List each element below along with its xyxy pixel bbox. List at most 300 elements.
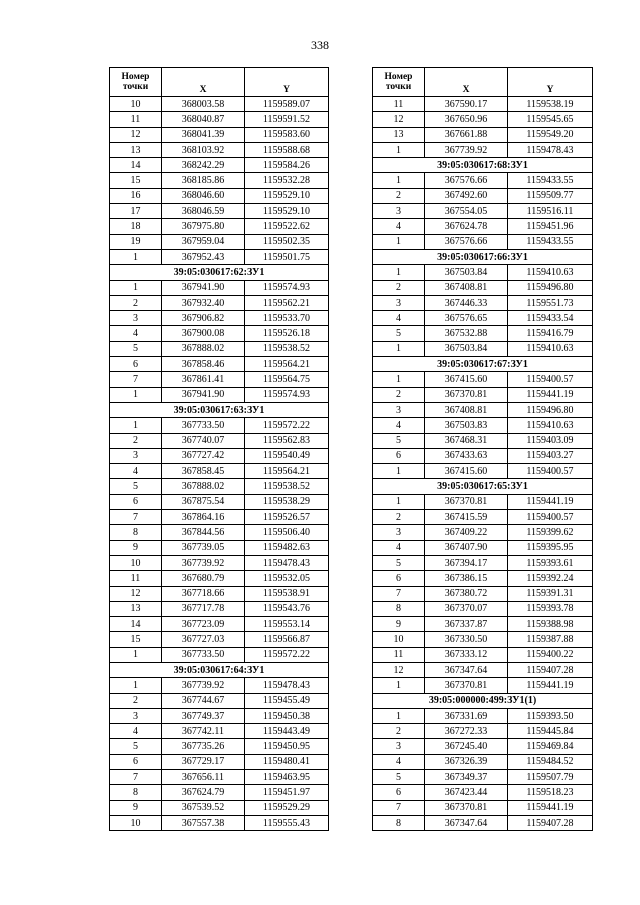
point-number-cell: 10 [110,97,162,112]
table-row [110,770,329,785]
point-number-cell: 15 [110,632,162,647]
point-number-cell: 14 [110,617,162,632]
table-row [373,402,593,417]
x-coordinate-cell: 367744.67 [162,693,245,708]
x-coordinate-cell: 367331.69 [425,708,508,723]
x-coordinate-cell: 367407.90 [425,540,508,555]
y-coordinate-cell: 1159395.95 [508,540,593,555]
table-row [373,112,593,127]
x-coordinate-cell: 367503.84 [425,341,508,356]
y-coordinate-cell: 1159410.63 [508,265,593,280]
table-row [373,510,593,525]
x-coordinate-cell: 367590.17 [425,97,508,112]
x-coordinate-cell: 367727.03 [162,632,245,647]
section-header-row [110,402,329,417]
header-x: X [162,68,245,97]
x-coordinate-cell: 367723.09 [162,617,245,632]
x-coordinate-cell: 367742.11 [162,724,245,739]
x-coordinate-cell: 367680.79 [162,571,245,586]
point-number-cell: 6 [373,571,425,586]
y-coordinate-cell: 1159574.93 [245,387,329,402]
table-row [110,724,329,739]
point-number-cell: 10 [373,632,425,647]
table-row [373,494,593,509]
point-number-cell: 19 [110,234,162,249]
x-coordinate-cell: 367861.41 [162,372,245,387]
y-coordinate-cell: 1159478.43 [245,555,329,570]
table-row [373,280,593,295]
table-row [110,479,329,494]
x-coordinate-cell: 367423.44 [425,785,508,800]
x-coordinate-cell: 368185.86 [162,173,245,188]
y-coordinate-cell: 1159564.21 [245,357,329,372]
table-row [110,525,329,540]
x-coordinate-cell: 367408.81 [425,280,508,295]
x-coordinate-cell: 367661.88 [425,127,508,142]
table-row [110,448,329,463]
point-number-cell: 1 [373,234,425,249]
y-coordinate-cell: 1159400.57 [508,372,593,387]
point-number-cell: 5 [110,341,162,356]
point-number-cell: 9 [373,617,425,632]
point-number-cell: 4 [373,418,425,433]
x-coordinate-cell: 367446.33 [425,295,508,310]
point-number-cell: 8 [373,815,425,830]
x-coordinate-cell: 367245.40 [425,739,508,754]
point-number-cell: 3 [110,448,162,463]
table-row [373,800,593,815]
y-coordinate-cell: 1159433.55 [508,234,593,249]
y-coordinate-cell: 1159566.87 [245,632,329,647]
x-coordinate-cell: 367650.96 [425,112,508,127]
point-number-cell: 17 [110,204,162,219]
table-row [110,708,329,723]
table-row [110,571,329,586]
table-row [110,112,329,127]
y-coordinate-cell: 1159532.28 [245,173,329,188]
y-coordinate-cell: 1159441.19 [508,494,593,509]
y-coordinate-cell: 1159400.57 [508,464,593,479]
point-number-cell: 3 [110,708,162,723]
table-row [373,739,593,754]
table-row [373,127,593,142]
y-coordinate-cell: 1159496.80 [508,280,593,295]
x-coordinate-cell: 368040.87 [162,112,245,127]
table-row [373,372,593,387]
x-coordinate-cell: 367975.80 [162,219,245,234]
point-number-cell: 1 [373,173,425,188]
x-coordinate-cell: 368046.59 [162,204,245,219]
y-coordinate-cell: 1159562.83 [245,433,329,448]
section-header-row [110,662,329,677]
point-number-cell: 5 [110,739,162,754]
x-coordinate-cell: 367415.60 [425,464,508,479]
point-number-cell: 8 [110,785,162,800]
y-coordinate-cell: 1159450.38 [245,708,329,723]
x-coordinate-cell: 367624.79 [162,785,245,800]
table-row [110,754,329,769]
x-coordinate-cell: 367941.90 [162,280,245,295]
point-number-cell: 9 [110,800,162,815]
table-row [110,387,329,402]
table-row [110,815,329,830]
y-coordinate-cell: 1159506.40 [245,525,329,540]
table-row [110,280,329,295]
point-number-cell: 1 [110,387,162,402]
y-coordinate-cell: 1159533.70 [245,311,329,326]
table-row [110,464,329,479]
y-coordinate-cell: 1159445.84 [508,724,593,739]
section-header-row [110,265,329,280]
table-row [373,662,593,677]
point-number-cell: 4 [110,326,162,341]
x-coordinate-cell: 367864.16 [162,510,245,525]
point-number-cell: 5 [373,770,425,785]
y-coordinate-cell: 1159589.07 [245,97,329,112]
x-coordinate-cell: 367740.07 [162,433,245,448]
point-number-cell: 1 [373,464,425,479]
y-coordinate-cell: 1159393.50 [508,708,593,723]
table-row [373,295,593,310]
cadastral-number-heading: 39:05:030617:64:ЗУ1 [110,662,329,677]
x-coordinate-cell: 368046.60 [162,188,245,203]
point-number-cell: 16 [110,188,162,203]
x-coordinate-cell: 367539.52 [162,800,245,815]
point-number-cell: 1 [373,494,425,509]
table-row [110,219,329,234]
y-coordinate-cell: 1159551.73 [508,295,593,310]
point-number-cell: 1 [110,418,162,433]
x-coordinate-cell: 367492.60 [425,188,508,203]
table-row [110,510,329,525]
table-row [373,142,593,157]
y-coordinate-cell: 1159538.19 [508,97,593,112]
y-coordinate-cell: 1159407.28 [508,662,593,677]
x-coordinate-cell: 367733.50 [162,647,245,662]
y-coordinate-cell: 1159591.52 [245,112,329,127]
y-coordinate-cell: 1159529.29 [245,800,329,815]
x-coordinate-cell: 367906.82 [162,311,245,326]
x-coordinate-cell: 367900.08 [162,326,245,341]
x-coordinate-cell: 367394.17 [425,555,508,570]
table-row [110,295,329,310]
point-number-cell: 1 [373,372,425,387]
table-row [373,234,593,249]
x-coordinate-cell: 367888.02 [162,479,245,494]
section-header-row [373,479,593,494]
table-row [373,387,593,402]
y-coordinate-cell: 1159555.43 [245,815,329,830]
x-coordinate-cell: 367337.87 [425,617,508,632]
y-coordinate-cell: 1159433.55 [508,173,593,188]
table-row [110,188,329,203]
table-row [373,188,593,203]
point-number-cell: 12 [110,586,162,601]
coordinates-table-right [372,67,593,831]
y-coordinate-cell: 1159469.84 [508,739,593,754]
y-coordinate-cell: 1159410.63 [508,341,593,356]
y-coordinate-cell: 1159507.79 [508,770,593,785]
table-row [110,693,329,708]
table-row [110,540,329,555]
point-number-cell: 3 [373,402,425,417]
y-coordinate-cell: 1159441.19 [508,387,593,402]
point-number-cell: 2 [373,510,425,525]
x-coordinate-cell: 367576.66 [425,234,508,249]
point-number-cell: 4 [373,219,425,234]
table-header-row [373,68,593,97]
point-number-cell: 2 [110,693,162,708]
y-coordinate-cell: 1159538.52 [245,341,329,356]
x-coordinate-cell: 368242.29 [162,158,245,173]
table-row [373,265,593,280]
x-coordinate-cell: 367858.45 [162,464,245,479]
table-row [373,815,593,830]
x-coordinate-cell: 367749.37 [162,708,245,723]
y-coordinate-cell: 1159441.19 [508,678,593,693]
point-number-cell: 10 [110,815,162,830]
point-number-cell: 4 [373,540,425,555]
table-row [373,678,593,693]
table-row [110,204,329,219]
y-coordinate-cell: 1159496.80 [508,402,593,417]
y-coordinate-cell: 1159553.14 [245,617,329,632]
table-row [373,204,593,219]
table-row [110,142,329,157]
y-coordinate-cell: 1159433.54 [508,311,593,326]
y-coordinate-cell: 1159407.28 [508,815,593,830]
point-number-cell: 7 [110,770,162,785]
table-row [110,601,329,616]
table-row [373,601,593,616]
x-coordinate-cell: 367347.64 [425,662,508,677]
cadastral-number-heading: 39:05:000000:499:ЗУ1(1) [373,693,593,708]
x-coordinate-cell: 367959.04 [162,234,245,249]
x-coordinate-cell: 367272.33 [425,724,508,739]
header-y: Y [508,68,593,97]
table-row [373,708,593,723]
x-coordinate-cell: 367409.22 [425,525,508,540]
x-coordinate-cell: 367347.64 [425,815,508,830]
y-coordinate-cell: 1159526.57 [245,510,329,525]
point-number-cell: 13 [373,127,425,142]
point-number-cell: 7 [373,586,425,601]
table-row [373,525,593,540]
y-coordinate-cell: 1159588.68 [245,142,329,157]
table-row [373,724,593,739]
point-number-cell: 1 [373,708,425,723]
x-coordinate-cell: 367468.31 [425,433,508,448]
point-number-cell: 6 [110,754,162,769]
y-coordinate-cell: 1159502.35 [245,234,329,249]
point-number-cell: 7 [110,372,162,387]
point-number-cell: 1 [373,678,425,693]
x-coordinate-cell: 367415.60 [425,372,508,387]
y-coordinate-cell: 1159572.22 [245,418,329,433]
y-coordinate-cell: 1159450.95 [245,739,329,754]
point-number-cell: 1 [110,647,162,662]
table-row [373,785,593,800]
y-coordinate-cell: 1159416.79 [508,326,593,341]
y-coordinate-cell: 1159584.26 [245,158,329,173]
section-header-row [373,357,593,372]
point-number-cell: 2 [373,188,425,203]
table-row [373,617,593,632]
point-number-cell: 7 [110,510,162,525]
y-coordinate-cell: 1159480.41 [245,754,329,769]
x-coordinate-cell: 367718.66 [162,586,245,601]
y-coordinate-cell: 1159403.27 [508,448,593,463]
table-row [373,540,593,555]
y-coordinate-cell: 1159574.93 [245,280,329,295]
x-coordinate-cell: 368103.92 [162,142,245,157]
y-coordinate-cell: 1159509.77 [508,188,593,203]
table-row [373,418,593,433]
table-row [110,555,329,570]
y-coordinate-cell: 1159484.52 [508,754,593,769]
x-coordinate-cell: 367330.50 [425,632,508,647]
x-coordinate-cell: 367532.88 [425,326,508,341]
point-number-cell: 1 [373,341,425,356]
point-number-cell: 1 [110,678,162,693]
point-number-cell: 6 [110,494,162,509]
point-number-cell: 1 [373,265,425,280]
table-row [110,234,329,249]
point-number-cell: 1 [110,249,162,264]
y-coordinate-cell: 1159400.22 [508,647,593,662]
x-coordinate-cell: 367739.92 [162,555,245,570]
y-coordinate-cell: 1159545.65 [508,112,593,127]
y-coordinate-cell: 1159441.19 [508,800,593,815]
cadastral-number-heading: 39:05:030617:66:ЗУ1 [373,249,593,264]
y-coordinate-cell: 1159501.75 [245,249,329,264]
y-coordinate-cell: 1159451.97 [245,785,329,800]
table-row [373,754,593,769]
x-coordinate-cell: 367875.54 [162,494,245,509]
y-coordinate-cell: 1159526.18 [245,326,329,341]
x-coordinate-cell: 367576.66 [425,173,508,188]
section-header-row [373,249,593,264]
table-row [110,739,329,754]
y-coordinate-cell: 1159522.62 [245,219,329,234]
point-number-cell: 11 [373,647,425,662]
point-number-cell: 5 [110,479,162,494]
y-coordinate-cell: 1159540.49 [245,448,329,463]
point-number-cell: 4 [373,754,425,769]
table-row [373,464,593,479]
table-row [110,372,329,387]
point-number-cell: 12 [373,662,425,677]
table-row [373,173,593,188]
table-row [110,418,329,433]
y-coordinate-cell: 1159583.60 [245,127,329,142]
point-number-cell: 3 [373,525,425,540]
x-coordinate-cell: 367380.72 [425,586,508,601]
table-row [110,647,329,662]
point-number-cell: 8 [373,601,425,616]
point-number-cell: 14 [110,158,162,173]
x-coordinate-cell: 367370.81 [425,494,508,509]
table-row [110,341,329,356]
x-coordinate-cell: 367415.59 [425,510,508,525]
y-coordinate-cell: 1159516.11 [508,204,593,219]
point-number-cell: 5 [373,326,425,341]
x-coordinate-cell: 367370.81 [425,387,508,402]
y-coordinate-cell: 1159451.96 [508,219,593,234]
point-number-cell: 13 [110,601,162,616]
x-coordinate-cell: 367717.78 [162,601,245,616]
x-coordinate-cell: 367858.46 [162,357,245,372]
point-number-cell: 3 [373,739,425,754]
x-coordinate-cell: 367370.81 [425,678,508,693]
table-row [373,311,593,326]
point-number-cell: 5 [373,433,425,448]
y-coordinate-cell: 1159410.63 [508,418,593,433]
y-coordinate-cell: 1159400.57 [508,510,593,525]
point-number-cell: 12 [373,112,425,127]
x-coordinate-cell: 367370.81 [425,800,508,815]
table-row [373,586,593,601]
x-coordinate-cell: 367333.12 [425,647,508,662]
x-coordinate-cell: 367386.15 [425,571,508,586]
x-coordinate-cell: 367844.56 [162,525,245,540]
x-coordinate-cell: 367739.92 [162,678,245,693]
table-row [110,127,329,142]
x-coordinate-cell: 367326.39 [425,754,508,769]
y-coordinate-cell: 1159482.63 [245,540,329,555]
table-row [373,448,593,463]
table-row [373,433,593,448]
point-number-cell: 5 [373,555,425,570]
point-number-cell: 6 [373,448,425,463]
x-coordinate-cell: 367729.17 [162,754,245,769]
table-row [110,785,329,800]
x-coordinate-cell: 367624.78 [425,219,508,234]
x-coordinate-cell: 367433.63 [425,448,508,463]
point-number-cell: 4 [110,724,162,739]
table-row [110,494,329,509]
table-row [373,326,593,341]
x-coordinate-cell: 367739.05 [162,540,245,555]
coordinates-table-left [109,67,329,831]
point-number-cell: 13 [110,142,162,157]
point-number-cell: 18 [110,219,162,234]
x-coordinate-cell: 367349.37 [425,770,508,785]
point-number-cell: 2 [110,433,162,448]
point-number-cell: 6 [110,357,162,372]
x-coordinate-cell: 367735.26 [162,739,245,754]
point-number-cell: 3 [110,311,162,326]
cadastral-number-heading: 39:05:030617:68:ЗУ1 [373,158,593,173]
table-row [110,326,329,341]
header-x: X [425,68,508,97]
point-number-cell: 2 [110,295,162,310]
table-row [110,97,329,112]
table-row [110,173,329,188]
y-coordinate-cell: 1159399.62 [508,525,593,540]
y-coordinate-cell: 1159518.23 [508,785,593,800]
point-number-cell: 2 [373,387,425,402]
y-coordinate-cell: 1159529.10 [245,188,329,203]
page-number: 338 [311,38,329,52]
y-coordinate-cell: 1159388.98 [508,617,593,632]
x-coordinate-cell: 368041.39 [162,127,245,142]
x-coordinate-cell: 367739.92 [425,142,508,157]
point-number-cell: 9 [110,540,162,555]
x-coordinate-cell: 367888.02 [162,341,245,356]
table-row [110,158,329,173]
table-header-row [110,68,329,97]
